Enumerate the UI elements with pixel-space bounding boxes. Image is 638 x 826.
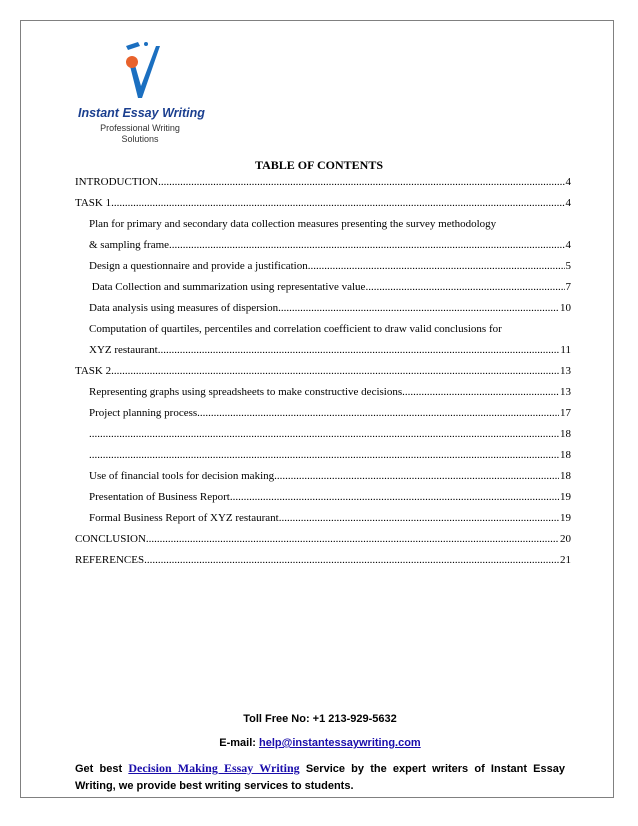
toc-entry-blank-2[interactable]: ..... 18 [75,445,571,466]
company-logo [78,38,205,150]
toc-entry-plan-data-collection[interactable]: Plan for primary and secondary data collection measures presenting the survey methodology [89,218,497,230]
toc-entry-presentation-report[interactable]: Presentation of Business Report ..... 19 [75,487,571,508]
toc-entry-representing-graphs[interactable]: Representing graphs using spreadsheets to make constructive decisions ..... 13 [75,382,571,403]
toc-entry-computation-quartiles[interactable]: Computation of quartiles, percentiles and correlation coefficient to draw valid conclusions for [89,323,502,335]
toc-entry-sampling-frame[interactable]: & sampling frame ..... 4 [75,235,571,256]
toc-entry-data-collection-summarization[interactable]: Data Collection and summarization using representative value ..... 7 [75,277,571,298]
toc-entry-task-2[interactable]: TASK 2 ..... 13 [75,361,571,382]
logo-subtitle [92,123,188,145]
toc-entry-financial-tools[interactable]: Use of financial tools for decision making ..... 18 [75,466,571,487]
promo-text [75,760,565,795]
toc-entry-formal-report[interactable]: Formal Business Report of XYZ restaurant ..... 19 [75,508,571,529]
logo-subtitle-line-2: Solutions [121,134,159,144]
promo-text-after: Service by the expert writers of Instant Essay Writing, we provide best writing services to students. [75,763,565,792]
toc-entry-conclusion[interactable]: CONCLUSION ..... 20 [75,529,571,550]
email-label: E-mail: [219,737,259,749]
toc-entry-data-analysis-dispersion[interactable]: Data analysis using measures of dispersion ..... 10 [75,298,571,319]
logo-subtitle-line-1: Professional Writing [100,123,180,133]
toc-entry-xyz-restaurant[interactable]: XYZ restaurant ..... 11 [75,340,571,361]
promo-link[interactable]: Decision Making Essay Writing [128,761,300,775]
toc-title: TABLE OF CONTENTS [254,158,384,172]
logo-title: Instant Essay Writing [78,106,205,120]
toc-entry-project-planning[interactable]: Project planning process ..... 17 [75,403,571,424]
toc-entry-introduction[interactable]: INTRODUCTION ..... 4 [75,172,571,193]
toc-entry-task-1[interactable]: TASK 1 ..... 4 [75,193,571,214]
logo-figure-icon [116,38,166,106]
table-of-contents [75,172,571,571]
promo-text-before: Get best [75,763,129,775]
toc-entry-references[interactable]: REFERENCES ..... 21 [75,550,571,571]
toc-entry-blank-1[interactable]: ..... 18 [75,424,571,445]
toll-free-number: Toll Free No: +1 213-929-5632 [243,713,397,725]
email-link[interactable]: help@instantessaywriting.com [259,737,421,749]
email-line [75,737,565,749]
toc-entry-questionnaire[interactable]: Design a questionnaire and provide a justification ..... 5 [75,256,571,277]
